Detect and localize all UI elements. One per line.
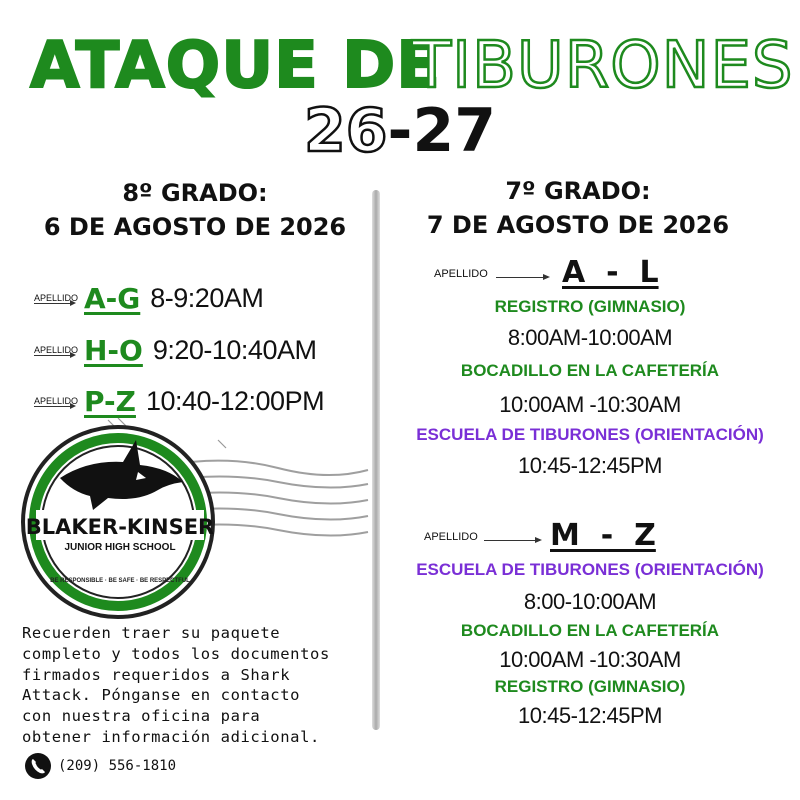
grade7-range-m-z: M - Z (550, 518, 656, 553)
apellido-label: APELLIDO (424, 531, 478, 543)
phone-number[interactable]: (209) 556-1810 (58, 758, 177, 774)
activity-label: ESCUELA DE TIBURONES (ORIENTACIÓN) (416, 425, 764, 444)
note-line: firmados requeridos a Shark (22, 665, 291, 684)
grade7-range-a-l: A - L (562, 255, 659, 290)
apellido-label: APELLIDO (434, 268, 488, 280)
grade8-row (34, 330, 316, 370)
year-part-2: -27 (387, 96, 496, 166)
page-title (0, 26, 800, 106)
apellido-label: APELLIDO (34, 293, 79, 303)
grade8-time: 8-9:20AM (150, 282, 264, 313)
logo-name: BLAKER-KINSER (25, 515, 215, 539)
activity-label: REGISTRO (GIMNASIO) (494, 677, 686, 696)
grade8-heading-line1: 8º GRADO: (122, 179, 268, 207)
arrow-icon (34, 406, 74, 407)
note-line: completo y todos los documentos (22, 644, 330, 663)
grade8-time: 9:20-10:40AM (152, 334, 317, 365)
activity-label: BOCADILLO EN LA CAFETERÍA (460, 621, 720, 640)
activity-time: 8:00AM-10:00AM (507, 325, 673, 350)
note-line: Recuerden traer su paquete (22, 624, 281, 642)
arrow-icon (484, 540, 540, 541)
logo-motto: BE RESPONSIBLE · BE SAFE · BE RESPECTFUL (50, 578, 190, 584)
school-logo (18, 410, 378, 620)
school-seal (18, 410, 378, 620)
activity-label: REGISTRO (GIMNASIO) (494, 297, 686, 316)
contact-phone[interactable] (24, 752, 176, 780)
grade7-heading (398, 174, 758, 242)
activity-label: BOCADILLO EN LA CAFETERÍA (460, 361, 720, 380)
apellido-label: APELLIDO (34, 345, 79, 355)
activity-time: 8:00-10:00AM (523, 589, 657, 614)
phone-icon (24, 752, 52, 780)
arrow-icon (34, 303, 74, 304)
activity-label: ESCUELA DE TIBURONES (ORIENTACIÓN) (416, 560, 764, 579)
grade8-range: H-O (84, 333, 143, 367)
reminder-note (22, 623, 402, 748)
grade8-range: A-G (84, 281, 141, 315)
apellido-label: APELLIDO (34, 396, 79, 406)
note-line: Attack. Pónganse en contacto (22, 686, 301, 705)
activity-time: 10:00AM -10:30AM (499, 392, 681, 417)
activity-time: 10:45-12:45PM (518, 703, 662, 728)
note-line: con nuestra oficina para (22, 707, 261, 726)
grade7-heading-line2: 7 DE AGOSTO DE 2026 (426, 211, 730, 239)
grade8-heading (20, 176, 370, 244)
grade7-heading-line1: 7º GRADO: (505, 177, 651, 205)
title-part-ataque-de: ATAQUE DE (30, 29, 441, 103)
year-part-1: 26 (304, 96, 388, 166)
grade8-heading-line2: 6 DE AGOSTO DE 2026 (43, 213, 347, 241)
logo-subtitle: JUNIOR HIGH SCHOOL (64, 542, 176, 553)
grade8-row (34, 278, 263, 318)
note-line: obtener información adicional. (22, 727, 320, 746)
arrow-icon (34, 355, 74, 356)
activity-time: 10:00AM -10:30AM (499, 647, 681, 672)
grade8-range: P-Z (84, 384, 136, 418)
title-part-tiburones: TIBURONES (412, 29, 794, 103)
school-year (0, 96, 800, 166)
grade8-time: 10:40-12:00PM (145, 385, 325, 416)
arrow-icon (496, 277, 548, 278)
activity-time: 10:45-12:45PM (518, 453, 662, 478)
